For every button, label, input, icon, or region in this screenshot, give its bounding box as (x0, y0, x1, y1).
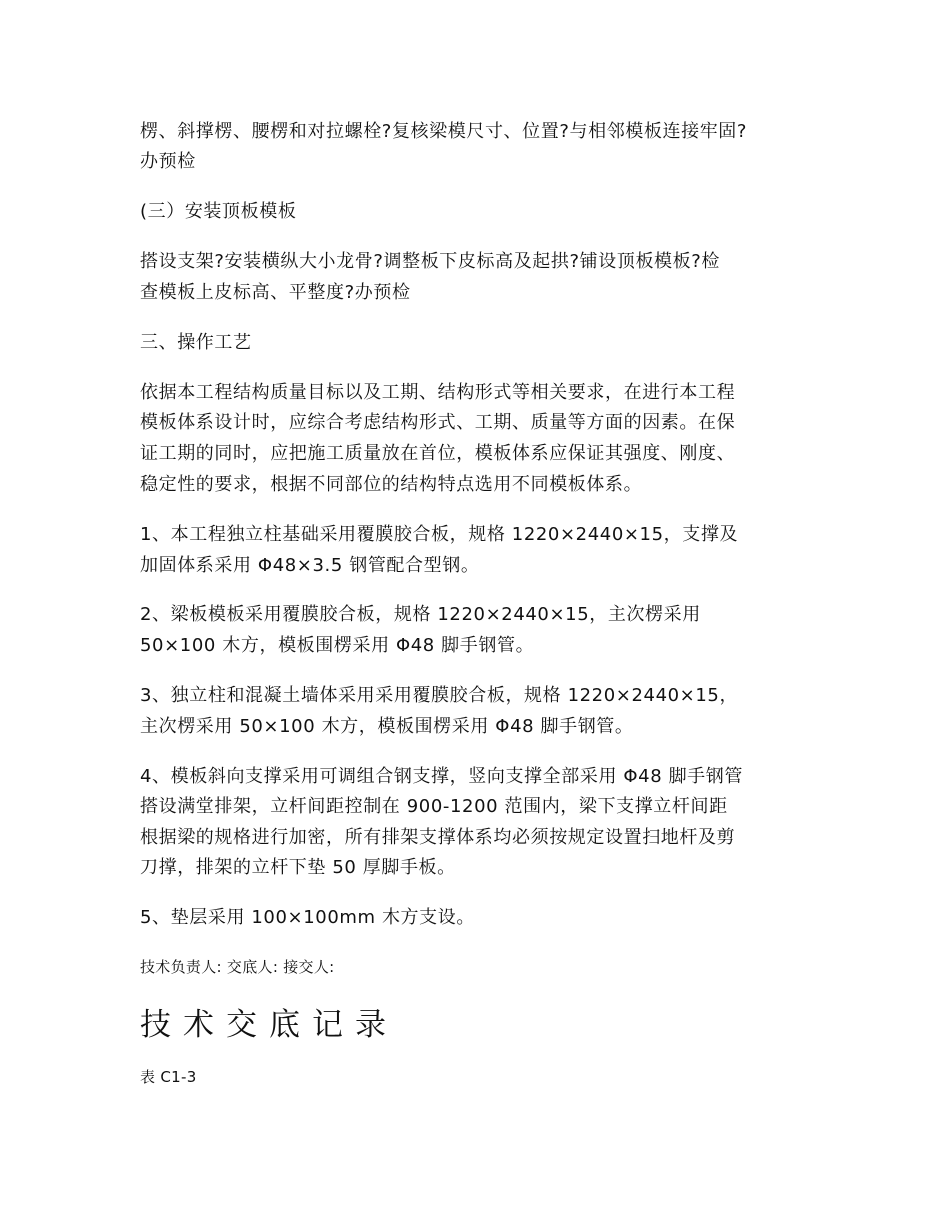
signature-line: 技术负责人: 交底人: 接交人: (140, 958, 335, 976)
text-line: 5、垫层采用 100×100mm 木方支设。 (140, 907, 475, 928)
text-line: 查模板上皮标高、平整度?办预检 (140, 282, 411, 303)
text-line: 刀撑，排架的立杆下垫 50 厚脚手板。 (140, 857, 456, 878)
text-line: 2、梁板模板采用覆膜胶合板，规格 1220×2440×15，主次楞采用 (140, 604, 701, 625)
text-line: 楞、斜撑楞、腰楞和对拉螺栓?复核梁模尺寸、位置?与相邻模板连接牢固? (140, 121, 748, 142)
section-heading: 三、操作工艺 (140, 332, 252, 353)
record-title: 技术交底记录 (140, 1007, 398, 1043)
text-line: 加固体系采用 Φ48×3.5 钢管配合型钢。 (140, 555, 480, 576)
text-line: 搭设满堂排架，立杆间距控制在 900-1200 范围内，梁下支撑立杆间距 (140, 796, 728, 817)
text-line: 根据梁的规格进行加密，所有排架支撑体系均必须按规定设置扫地杆及剪 (140, 827, 736, 848)
text-line: 依据本工程结构质量目标以及工期、结构形式等相关要求，在进行本工程 (140, 382, 736, 403)
form-code: 表 C1-3 (140, 1068, 197, 1086)
text-line: 办预检 (140, 151, 196, 172)
text-line: 证工期的同时，应把施工质量放在首位，模板体系应保证其强度、刚度、 (140, 443, 736, 464)
text-line: 主次楞采用 50×100 木方，模板围楞采用 Φ48 脚手钢管。 (140, 716, 634, 737)
text-line: 1、本工程独立柱基础采用覆膜胶合板，规格 1220×2440×15，支撑及 (140, 524, 739, 545)
text-line: 稳定性的要求，根据不同部位的结构特点选用不同模板体系。 (140, 474, 643, 495)
text-line: 4、模板斜向支撑采用可调组合钢支撑，竖向支撑全部采用 Φ48 脚手钢管 (140, 766, 743, 787)
section-heading: (三）安装顶板模板 (140, 201, 297, 222)
text-line: 模板体系设计时，应综合考虑结构形式、工期、质量等方面的因素。在保 (140, 412, 736, 433)
text-line: 搭设支架?安装横纵大小龙骨?调整板下皮标高及起拱?铺设顶板模板?检 (140, 251, 721, 272)
text-line: 50×100 木方，模板围楞采用 Φ48 脚手钢管。 (140, 635, 535, 656)
text-line: 3、独立柱和混凝土墙体采用采用覆膜胶合板，规格 1220×2440×15， (140, 685, 739, 706)
